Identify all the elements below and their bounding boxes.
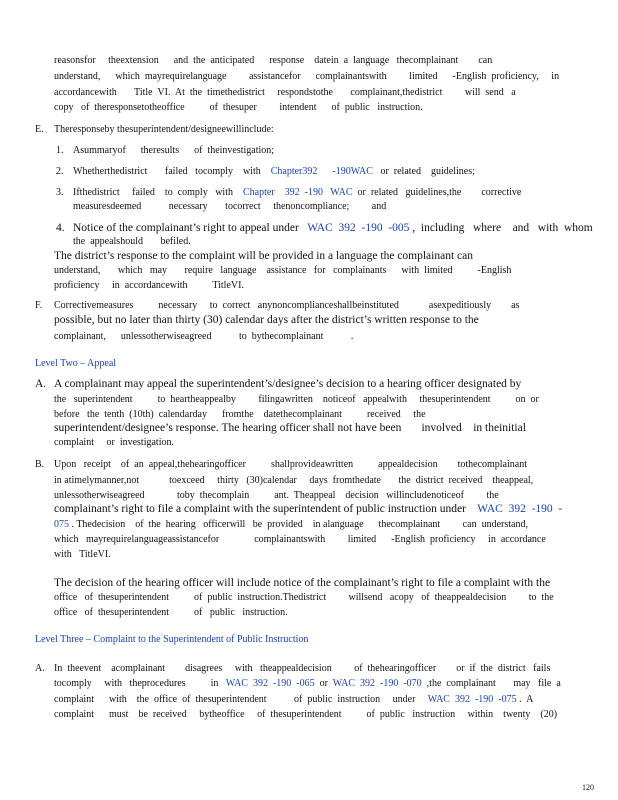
wac-reference-link[interactable]: WAC 392 -190 -070	[332, 678, 422, 689]
text-line	[54, 678, 561, 690]
text-run: office of thesuperintendent of public instruction.	[54, 607, 288, 618]
text-line	[54, 592, 554, 604]
text-run: tocomply with theprocedures in	[54, 678, 226, 689]
text-run: complaint or investigation.	[54, 437, 174, 448]
text-line	[54, 250, 473, 263]
text-line	[54, 394, 539, 406]
text-line	[73, 201, 386, 213]
text-run: office of thesuperintendent of public instruction.Thedistrict willsend acopy of theappealdecision to the	[54, 592, 554, 603]
text-run: The district’s response to the complaint will be provided in a language the complainant can	[54, 250, 473, 262]
text-run: In theevent acomplainant disagrees with theappealdecision of thehearingofficer or if the district fails	[54, 663, 551, 674]
wac-reference-link[interactable]: WAC 392 -190 -005	[307, 222, 410, 234]
text-line	[73, 187, 521, 199]
text-line	[54, 437, 174, 449]
section-intro: Theresponseby thesuperintendent/designeewillinclude:	[54, 124, 274, 135]
section-heading: Level Three – Complaint to the Superintendent of Public Instruction	[35, 634, 309, 645]
text-run: the superintendent to heartheappealby filingawritten noticeof appealwith thesuperintendent on or	[54, 394, 539, 405]
text-line	[54, 280, 244, 292]
text-run: with TitleVI.	[54, 549, 111, 560]
text-run: copy of theresponsetotheoffice of thesuper intendent of public instruction.	[54, 102, 423, 113]
text-line	[54, 314, 479, 327]
wac-reference-link[interactable]: Chapter 392 -190 WAC	[242, 187, 353, 198]
text-line	[54, 55, 492, 67]
text-line	[54, 300, 519, 312]
text-run: understand, which may require language assistance for complainants with limited -English	[54, 265, 512, 276]
text-line	[54, 331, 353, 343]
text-line	[73, 222, 593, 235]
text-line	[54, 265, 511, 277]
text-run: or related guidelines,the corrective	[352, 187, 522, 198]
text-run: superintendent/designee’s response. The hearing officer shall not have been involved in theinitial	[54, 422, 526, 434]
text-run: Upon receipt of an appeal,thehearingofficer shallprovideawritten appealdecision tothecomplainant	[54, 459, 527, 470]
text-line	[54, 549, 111, 561]
text-line	[54, 503, 562, 516]
text-run: or	[314, 678, 333, 689]
text-run: Correctivemeasures necessary to correct anynoncomplianceshallbeinstituted asexpeditiously as	[54, 300, 520, 311]
list-marker: A.	[35, 663, 45, 674]
text-run: in atimelymanner,not toexceed thirty (30)calendar days fromthedate the district received theappeal,	[54, 475, 534, 486]
section-heading: Level Two – Appeal	[35, 358, 117, 369]
wac-reference-link[interactable]: WAC 392 -190 -075	[427, 694, 517, 705]
list-marker: E.	[35, 124, 44, 135]
wac-reference-link[interactable]: Chapter392 -190WAC	[270, 166, 373, 177]
text-run: complainant’s right to file a complaint with the superintendent of public instruction under	[54, 503, 478, 515]
text-run: . A	[516, 694, 534, 705]
text-run: A complainant may appeal the superintendent’s/designee’s decision to a hearing officer designated by	[54, 378, 522, 390]
text-line	[54, 422, 526, 435]
text-line	[54, 577, 550, 590]
text-run: before the tenth (10th) calendarday fromthe datethecomplainant received the	[54, 409, 426, 420]
text-run: Ifthedistrict failed to comply with	[73, 187, 243, 198]
wac-reference-link[interactable]: WAC 392 -190 -065	[225, 678, 315, 689]
text-run: complaint with the office of thesuperintendent of public instruction under	[54, 694, 428, 705]
text-line	[54, 607, 288, 619]
text-run: unlessotherwiseagreed toby thecomplain ant. Theappeal decision willincludenoticeof the	[54, 490, 499, 501]
text-run: Notice of the complainant’s right to appeal under	[73, 222, 308, 234]
list-marker: 4.	[56, 222, 65, 234]
wac-reference-link[interactable]: WAC 392 -190 -	[477, 503, 563, 515]
list-marker: 2.	[56, 166, 64, 177]
list-marker: 3.	[56, 187, 64, 198]
text-run: , including where and with whom	[409, 222, 593, 234]
text-run: which mayrequirelanguageassistancefor complainantswith limited -English proficiency in accordance	[54, 534, 546, 545]
page-number: 120	[582, 783, 594, 792]
text-run: measuresdeemed necessary tocorrect thenoncompliance; and	[73, 201, 387, 212]
text-line	[73, 145, 274, 157]
text-line	[54, 534, 546, 546]
text-line	[54, 709, 557, 721]
text-run: reasonsfor theextension and the anticipated response datein a language thecomplainant can	[54, 55, 493, 66]
text-line	[54, 475, 533, 487]
text-run: complainant, unlessotherwiseagreed to bythecomplainant .	[54, 331, 354, 342]
text-line	[54, 490, 499, 502]
list-marker: B.	[35, 459, 45, 470]
text-run: The decision of the hearing officer will include notice of the complainant’s right to file a complaint with the	[54, 577, 551, 589]
text-line	[54, 663, 550, 675]
text-run: or related guidelines;	[372, 166, 475, 177]
list-marker: 1.	[56, 145, 64, 156]
text-line	[54, 87, 516, 99]
text-line	[54, 378, 521, 391]
list-marker: F.	[35, 300, 43, 311]
wac-reference-link[interactable]: 075	[54, 519, 69, 530]
text-run: proficiency in accordancewith TitleVI.	[54, 280, 244, 291]
text-run: possible, but no later than thirty (30) calendar days after the district’s written response to the	[54, 314, 479, 326]
text-run: . Thedecision of the hearing officerwill be provided in alanguage thecomplainant can understand,	[69, 519, 528, 530]
text-run: the appealshould befiled.	[73, 236, 191, 247]
text-line	[54, 102, 423, 114]
text-line	[54, 409, 426, 421]
text-line	[54, 694, 533, 706]
text-line	[54, 459, 527, 471]
text-run: ,the complainant may file a	[421, 678, 561, 689]
text-run: accordancewith Title VI. At the timethedistrict respondstothe complainant,thedistrict will send a	[54, 87, 516, 98]
text-run: complaint must be received bytheoffice of thesuperintendent of public instruction within twenty (20)	[54, 709, 558, 720]
text-line	[54, 519, 528, 531]
text-line	[54, 71, 559, 83]
text-line	[73, 236, 191, 248]
text-run: Whetherthedistrict failed tocomply with	[73, 166, 271, 177]
text-run: Asummaryof theresults of theinvestigation;	[73, 145, 275, 156]
list-marker: A.	[35, 378, 47, 390]
text-line	[73, 166, 475, 178]
text-run: understand, which mayrequirelanguage assistancefor complainantswith limited -English proficiency, in	[54, 71, 560, 82]
